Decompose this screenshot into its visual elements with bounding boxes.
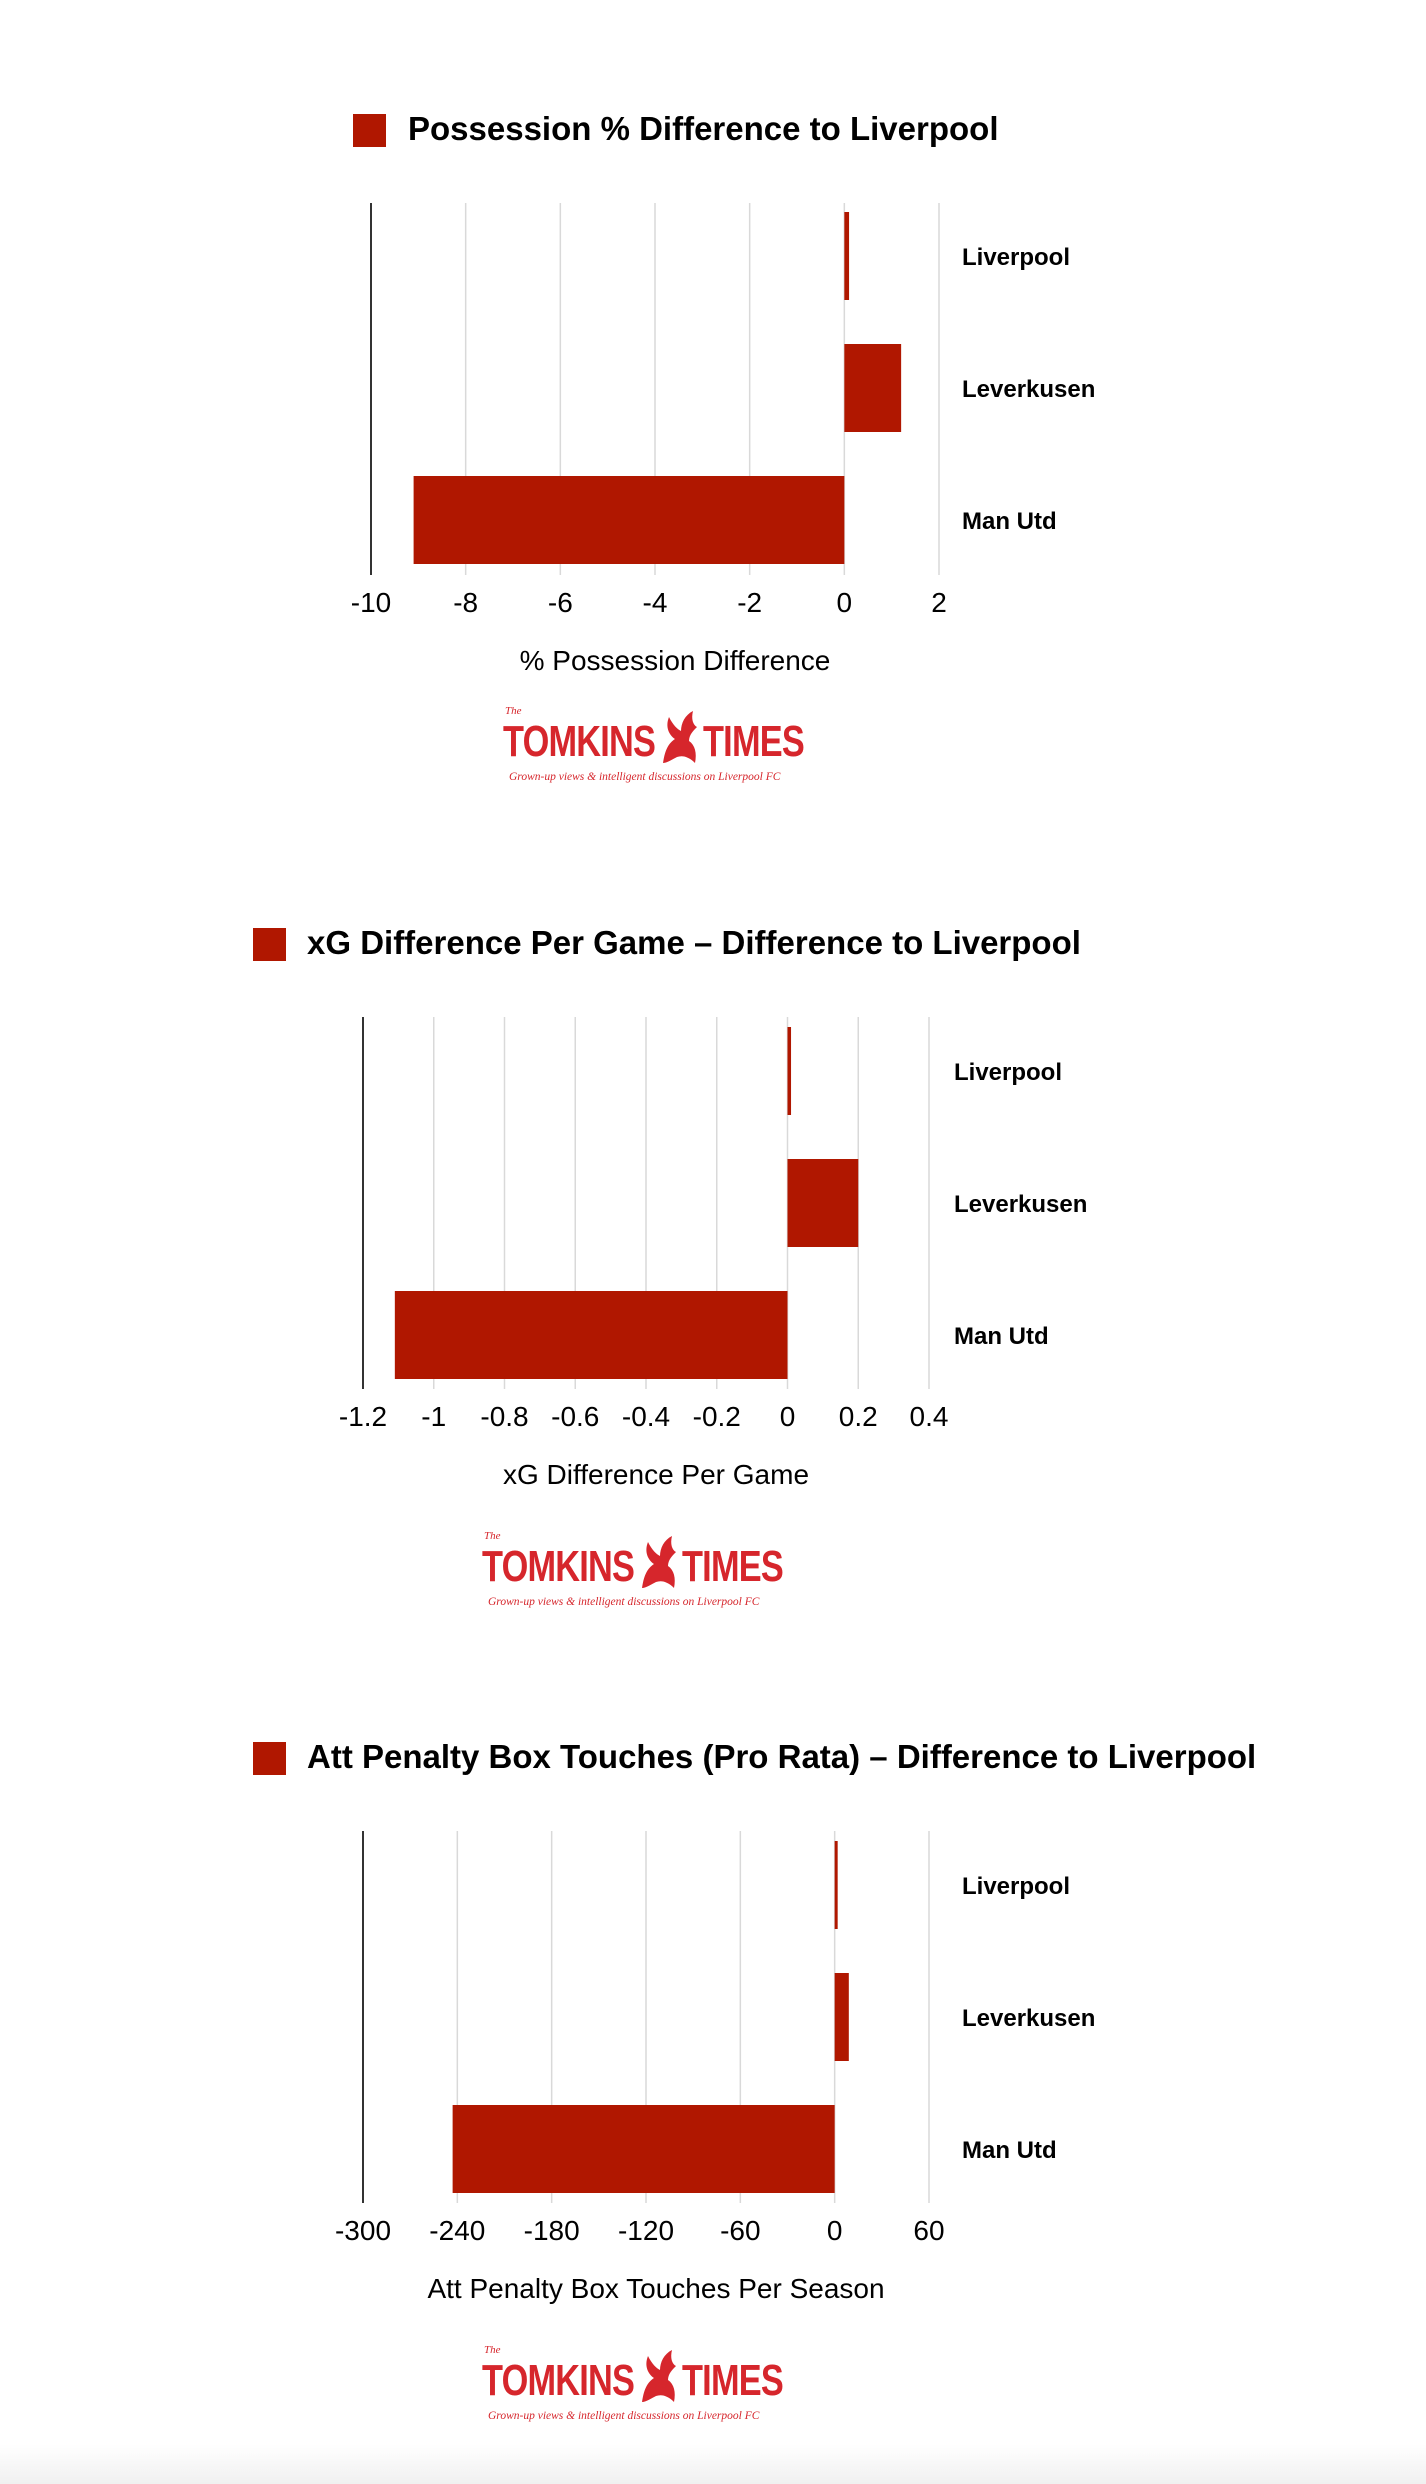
bar-man-utd <box>453 2105 835 2193</box>
logo-the-text: The <box>484 1530 501 1542</box>
tomkins-times-logo <box>482 2344 802 2444</box>
liverbird-icon <box>634 2348 680 2404</box>
x-tick-label: -120 <box>617 2215 675 2246</box>
logo-wordmark-right: TIMES <box>703 717 804 766</box>
bar-liverpool <box>835 1841 838 1929</box>
bottom-fade <box>0 2444 1426 2484</box>
category-label: Man Utd <box>954 1323 1049 1350</box>
x-tick-label: 0.2 <box>838 1401 878 1432</box>
x-tick-label: -10 <box>350 587 392 618</box>
category-label: Liverpool <box>962 1873 1071 1900</box>
x-tick-label: -300 <box>334 2215 392 2246</box>
x-tick-label: -0.8 <box>480 1401 529 1432</box>
x-tick-label: -2 <box>737 587 763 618</box>
x-tick-label: -0.6 <box>551 1401 600 1432</box>
x-tick-label: 0 <box>779 1401 796 1432</box>
x-tick-label: -1 <box>421 1401 447 1432</box>
x-tick-label: 0 <box>836 587 853 618</box>
logo-wordmark-left: TOMKINS <box>482 2356 635 2405</box>
chart-title: Possession % Difference to Liverpool <box>408 110 999 147</box>
category-label: Leverkusen <box>962 2005 1096 2032</box>
x-tick-label: -180 <box>523 2215 580 2246</box>
logo-wordmark-left: TOMKINS <box>482 1542 635 1591</box>
category-label: Liverpool <box>962 244 1071 271</box>
logo-wordmark-right: TIMES <box>682 1542 783 1591</box>
x-axis-label: % Possession Difference <box>519 645 831 676</box>
x-tick-label: 0.4 <box>909 1401 949 1432</box>
logo-tagline: Grown-up views & intelligent discussions on Liverpool FC <box>488 2410 760 2422</box>
bar-leverkusen <box>835 1973 849 2061</box>
x-tick-label: -240 <box>429 2215 486 2246</box>
category-label: Man Utd <box>962 508 1057 535</box>
x-tick-label: -6 <box>547 587 573 618</box>
x-axis-label: xG Difference Per Game <box>502 1459 810 1490</box>
x-tick-label: 2 <box>931 587 947 618</box>
category-label: Man Utd <box>962 2137 1057 2164</box>
x-tick-label: -4 <box>642 587 668 618</box>
x-tick-label: -8 <box>453 587 479 618</box>
x-tick-label: 0 <box>826 2215 843 2246</box>
category-label: Leverkusen <box>954 1191 1088 1218</box>
category-label: Leverkusen <box>962 376 1096 403</box>
logo-wordmark-left: TOMKINS <box>503 717 656 766</box>
x-tick-label: -0.4 <box>621 1401 671 1432</box>
chart-title: Att Penalty Box Touches (Pro Rata) – Difference to Liverpool <box>307 1738 1257 1775</box>
x-tick-label: 60 <box>913 2215 945 2246</box>
x-tick-label: -0.2 <box>692 1401 741 1432</box>
x-axis-label: Att Penalty Box Touches Per Season <box>427 2273 885 2304</box>
logo-the-text: The <box>505 705 522 717</box>
logo-tagline: Grown-up views & intelligent discussions on Liverpool FC <box>509 771 781 783</box>
logo-wordmark-right: TIMES <box>682 2356 783 2405</box>
category-label: Liverpool <box>954 1059 1063 1086</box>
x-tick-label: -1.2 <box>338 1401 388 1432</box>
logo-tagline: Grown-up views & intelligent discussions on Liverpool FC <box>488 1596 760 1608</box>
logo-the-text: The <box>484 2344 501 2356</box>
x-tick-label: -60 <box>720 2215 761 2246</box>
chart-title: xG Difference Per Game – Difference to Liverpool <box>307 924 1081 961</box>
